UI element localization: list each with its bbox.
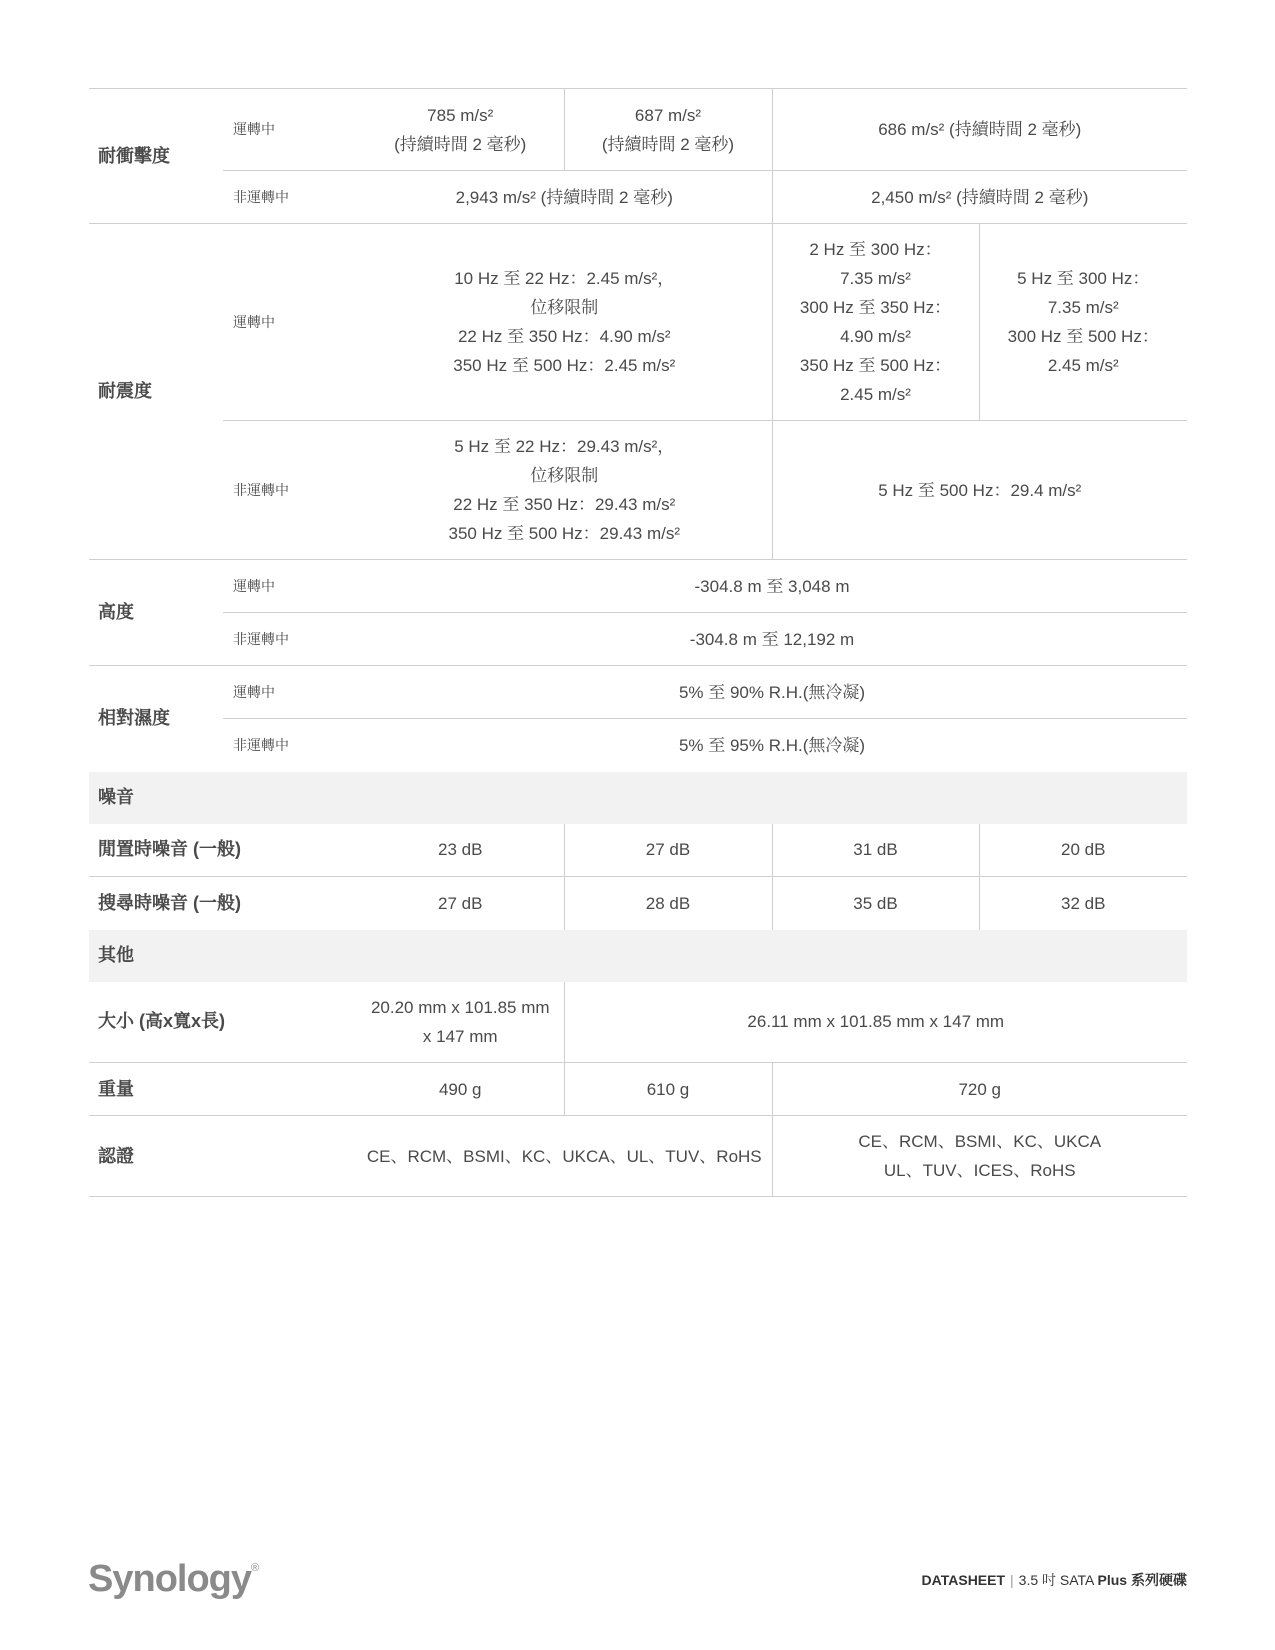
noise-seek-c2: 28 dB — [564, 877, 772, 930]
shock-operating-c34: 686 m/s² (持續時間 2 毫秒) — [772, 89, 1187, 171]
cell-line: 350 Hz 至 500 Hz：2.45 m/s² — [453, 356, 676, 375]
cert-c34 — [772, 1116, 1187, 1197]
noise-idle-label: 閒置時噪音 (一般) — [98, 839, 241, 860]
cell-line: 10 Hz 至 22 Hz：2.45 m/s²， — [454, 269, 675, 288]
cell-line: 785 m/s² — [427, 105, 494, 125]
altitude-operating-value: -304.8 m 至 3,048 m — [357, 560, 1187, 613]
vibration-non-operating-row — [89, 421, 1187, 560]
logo-text: Synology — [88, 1558, 252, 1600]
cell-line: (持續時間 2 毫秒) — [601, 134, 735, 154]
cell-line: 350 Hz 至 500 Hz： — [799, 356, 952, 375]
cell-line: 7.35 m/s² — [1047, 298, 1119, 317]
vibration-operating-label: 運轉中 — [223, 224, 357, 421]
cert-c12: CE、RCM、BSMI、KC、UKCA、UL、TUV、RoHS — [357, 1116, 772, 1197]
vibration-operating-row — [89, 224, 1187, 421]
cell-line: 22 Hz 至 350 Hz：29.43 m/s² — [453, 495, 676, 514]
noise-idle-row — [89, 824, 1187, 877]
altitude-non-operating-label: 非運轉中 — [223, 613, 357, 666]
shock-label: 耐衝擊度 — [89, 89, 223, 224]
shock-operating-row — [89, 89, 1187, 171]
shock-non-operating-c34: 2,450 m/s² (持續時間 2 毫秒) — [772, 171, 1187, 224]
noise-seek-row — [89, 877, 1187, 930]
footer-size: 3.5 吋 SATA — [1018, 1572, 1098, 1588]
cell-line: CE、RCM、BSMI、KC、UKCA — [858, 1132, 1102, 1151]
cell-line: 687 m/s² — [634, 105, 702, 125]
cell-line: 350 Hz 至 500 Hz：29.43 m/s² — [448, 524, 680, 543]
altitude-label: 高度 — [89, 560, 223, 666]
altitude-non-operating-value: -304.8 m 至 12,192 m — [357, 613, 1187, 666]
cell-line: 7.35 m/s² — [840, 269, 911, 288]
footer-plus: Plus — [1097, 1572, 1128, 1588]
cell-line: (持續時間 2 毫秒) — [394, 134, 527, 154]
humidity-operating-label: 運轉中 — [223, 666, 357, 719]
shock-non-operating-row — [89, 171, 1187, 224]
other-section-row — [89, 930, 1187, 982]
spec-table — [89, 88, 1187, 1197]
noise-idle-c2: 27 dB — [564, 824, 772, 877]
vibration-non-operating-c12 — [357, 421, 772, 560]
noise-idle-c4: 20 dB — [1061, 840, 1106, 860]
noise-seek-c3: 35 dB — [772, 877, 979, 930]
humidity-non-operating-label: 非運轉中 — [223, 719, 357, 772]
noise-idle-c1: 23 dB — [357, 824, 564, 877]
cell-line: 5 Hz 至 22 Hz：29.43 m/s²， — [454, 437, 675, 456]
size-c1 — [357, 982, 564, 1063]
weight-row — [89, 1063, 1187, 1116]
logo-registered-mark: ® — [251, 1562, 259, 1574]
cell-line: 300 Hz 至 500 Hz： — [1007, 327, 1159, 346]
footer-series: 系列硬碟 — [1127, 1572, 1187, 1588]
noise-seek-c4: 32 dB — [979, 877, 1187, 930]
other-section-heading: 其他 — [89, 930, 1187, 982]
size-label: 大小 (高x寬x長) — [98, 1011, 226, 1032]
footer-separator: | — [1010, 1572, 1014, 1588]
cell-line: UL、TUV、ICES、RoHS — [883, 1161, 1076, 1180]
cert-row — [89, 1116, 1187, 1197]
humidity-operating-row — [89, 666, 1187, 719]
cell-line: 4.90 m/s² — [840, 327, 911, 346]
footer-datasheet: DATASHEET — [921, 1572, 1006, 1588]
vibration-operating-c3 — [772, 224, 979, 421]
noise-section-row — [89, 772, 1187, 824]
size-row — [89, 982, 1187, 1063]
shock-operating-c2 — [564, 89, 772, 171]
cell-line: 300 Hz 至 350 Hz： — [799, 298, 952, 317]
noise-section-heading: 噪音 — [89, 772, 1187, 824]
cell-line: x 147 mm — [422, 1026, 498, 1046]
synology-logo — [88, 1558, 258, 1601]
humidity-operating-value: 5% 至 90% R.H.(無冷凝) — [357, 666, 1187, 719]
vibration-operating-c12 — [357, 224, 772, 421]
cell-line: 2.45 m/s² — [840, 385, 911, 404]
cert-label: 認證 — [89, 1116, 357, 1197]
shock-operating-label: 運轉中 — [223, 89, 357, 171]
noise-seek-c1: 27 dB — [357, 877, 564, 930]
humidity-non-operating-value: 5% 至 95% R.H.(無冷凝) — [357, 719, 1187, 772]
size-c234: 26.11 mm x 101.85 mm x 147 mm — [747, 1012, 1005, 1032]
shock-operating-c1 — [357, 89, 564, 171]
weight-c2: 610 g — [564, 1063, 772, 1116]
cell-line: 20.20 mm x 101.85 mm — [370, 997, 550, 1017]
shock-non-operating-c12: 2,943 m/s² (持續時間 2 毫秒) — [357, 171, 772, 224]
vibration-non-operating-c34: 5 Hz 至 500 Hz：29.4 m/s² — [772, 421, 1187, 560]
cell-line: 22 Hz 至 350 Hz：4.90 m/s² — [457, 327, 671, 346]
cell-line: 2.45 m/s² — [1047, 356, 1119, 375]
humidity-non-operating-row — [89, 719, 1187, 772]
vibration-operating-c4 — [979, 224, 1187, 421]
altitude-non-operating-row — [89, 613, 1187, 666]
altitude-operating-label: 運轉中 — [223, 560, 357, 613]
humidity-label: 相對濕度 — [89, 666, 223, 772]
footer-document-title — [922, 1570, 1187, 1590]
shock-non-operating-label: 非運轉中 — [223, 171, 357, 224]
noise-idle-c3: 31 dB — [772, 824, 979, 877]
cell-line: 位移限制 — [530, 466, 599, 485]
cell-line: 2 Hz 至 300 Hz： — [809, 240, 942, 259]
cell-line: 5 Hz 至 300 Hz： — [1017, 269, 1150, 288]
cell-line: 位移限制 — [530, 298, 599, 317]
noise-seek-label: 搜尋時噪音 (一般) — [89, 877, 357, 930]
weight-c34: 720 g — [772, 1063, 1187, 1116]
altitude-operating-row — [89, 560, 1187, 613]
vibration-label: 耐震度 — [89, 224, 223, 560]
vibration-non-operating-label: 非運轉中 — [223, 421, 357, 560]
weight-label: 重量 — [89, 1063, 357, 1116]
weight-c1: 490 g — [357, 1063, 564, 1116]
